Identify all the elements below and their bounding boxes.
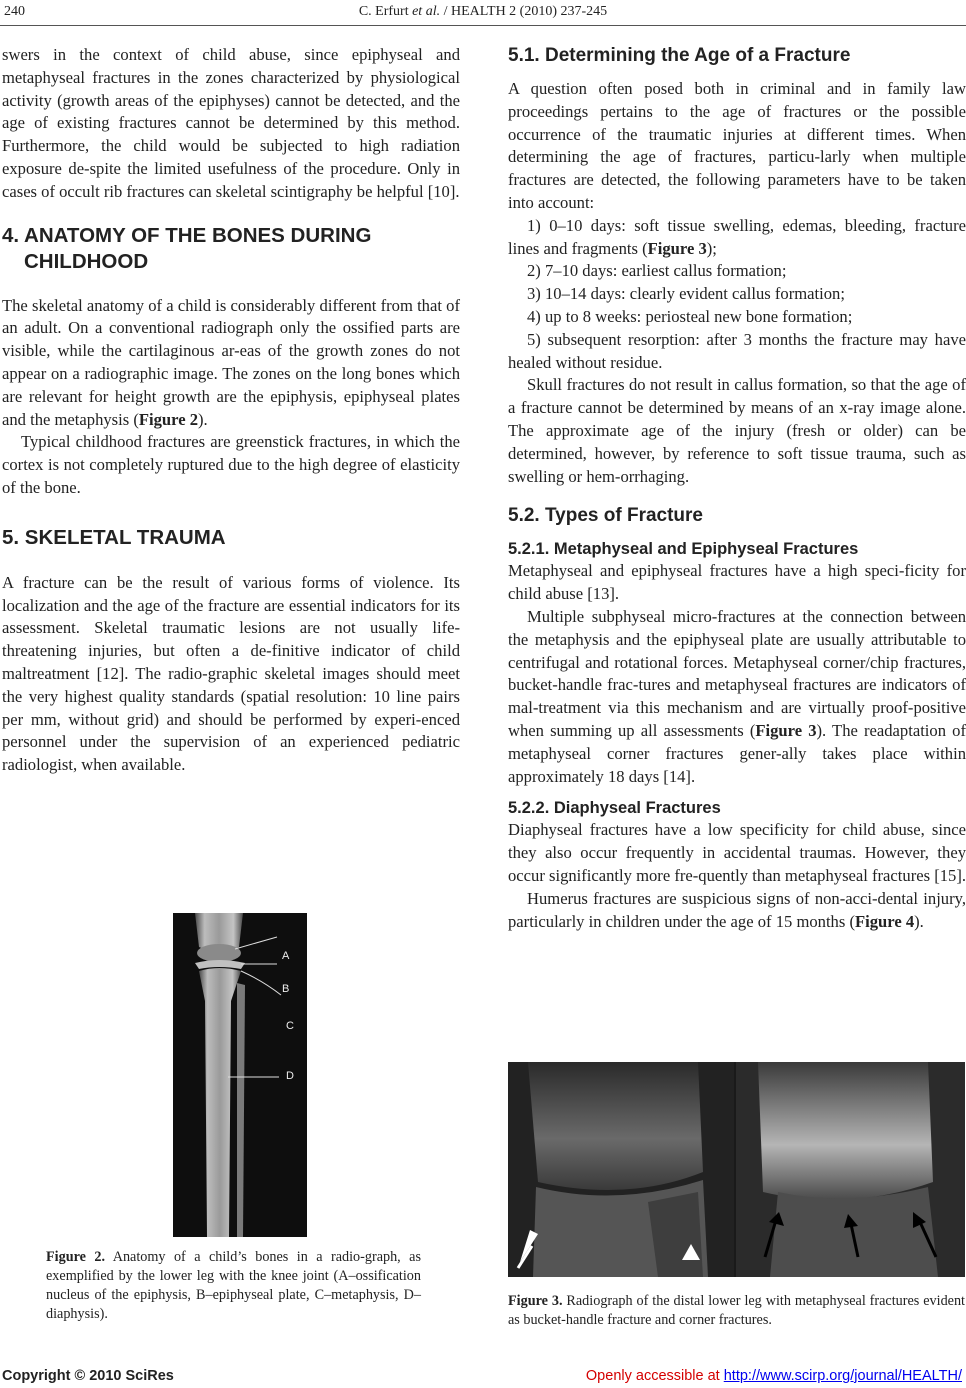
running-header bbox=[0, 4, 966, 24]
paragraph: A question often posed both in criminal and in family law proceedings pertains to the age of fractures or the possible occurrence of the traumatic injuries at different times. When determining the age of fractures, particu-larly when multiple fractures are detected, the following parameters have to be taken into account: bbox=[508, 79, 966, 212]
figure-reference[interactable]: Figure 3 bbox=[647, 238, 707, 258]
figure-2-caption: Figure 2. Anatomy of a child’s bones in a radio-graph, as exemplified by the lower leg with the knee joint (A–ossification nucleus of the epiphysis, B–epiphyseal plate, C–metaphysis, D–diaphysis). bbox=[46, 1249, 421, 1322]
list-item: 3) 10–14 days: clearly evident callus formation; bbox=[527, 284, 845, 304]
paragraph: Skull fractures do not result in callus formation, so that the age of a fracture cannot be determined by means of an x-ray image alone. The approximate age of the injury (fresh or older) can be determined, however, by reference to soft tissue trauma, such as swelling or hem-orrhaging. bbox=[508, 375, 966, 486]
figure-label-d: D bbox=[286, 1070, 294, 1082]
right-column bbox=[508, 44, 966, 933]
figure-2-radiograph bbox=[173, 913, 307, 1237]
left-column bbox=[2, 44, 460, 777]
paragraph: Metaphyseal and epiphyseal fractures have a high speci-ficity for child abuse [13]. bbox=[508, 561, 966, 604]
figure-label-a: A bbox=[282, 950, 290, 962]
paragraph: Diaphyseal fractures have a low specificity for child abuse, since they also occur frequently in accidental traumas. However, they occur significantly more fre-quently than metaphyseal fractures [15]. bbox=[508, 820, 966, 885]
list-item: 2) 7–10 days: earliest callus formation; bbox=[527, 261, 787, 281]
subsection-heading-5-2: 5.2. Types of Fracture bbox=[508, 505, 703, 527]
paragraph: The skeletal anatomy of a child is considerably different from that of an adult. On a conventional radiograph only the ossified parts are visible, while the cartilaginous ar-eas of the growth zones do not appear on a radiographic image. The zones on the long bones which are relevant for height growth are the epiphysis, epiphyseal plates and the metaphysis (Figure 2). bbox=[2, 295, 460, 429]
figure-reference[interactable]: Figure 3 bbox=[755, 720, 817, 740]
list-item: 4) up to 8 weeks: periosteal new bone formation; bbox=[527, 306, 853, 326]
figure-3-radiograph bbox=[508, 1062, 965, 1277]
subsubsection-heading-5-2-1: 5.2.1. Metaphyseal and Epiphyseal Fractures bbox=[508, 540, 859, 559]
paragraph: Typical childhood fractures are greenstick fractures, in which the cortex is not completely ruptured due to the high degree of elasticity of the bone. bbox=[2, 432, 460, 497]
copyright-notice: Copyright © 2010 SciRes bbox=[2, 1368, 174, 1384]
footer bbox=[0, 1368, 966, 1388]
paragraph: Humerus fractures are suspicious signs of non-acci-dental injury, particularly in children under the age of 15 months (Figure 4). bbox=[508, 888, 966, 931]
open-access-notice: Openly accessible at http://www.scirp.org/journal/HEALTH/ bbox=[585, 1368, 962, 1384]
figure-reference[interactable]: Figure 2 bbox=[138, 409, 199, 429]
subsubsection-heading-5-2-2: 5.2.2. Diaphyseal Fractures bbox=[508, 799, 721, 818]
list-item: 1) 0–10 days: soft tissue swelling, edemas, bleeding, fracture lines and fragments (Figure 3); bbox=[508, 215, 966, 258]
section-heading-5: 5. SKELETAL TRAUMA bbox=[2, 525, 226, 549]
paragraph: Multiple subphyseal micro-fractures at the connection between the metaphysis and the epiphyseal plate are usually attributable to centrifugal and rotational forces. Metaphyseal corner/chip fractures, bucket-handle frac-tures and metaphyseal fractures are indicators of mal-treatment via this mechanism and are virtually proof-positive when summing up all assessments (Figure 3). The readaptation of metaphyseal corner fractures gener-ally takes place within approximately 18 days [14]. bbox=[508, 606, 966, 786]
figure-label-c: C bbox=[286, 1020, 294, 1032]
journal-link[interactable]: http://www.scirp.org/journal/HEALTH/ bbox=[723, 1368, 962, 1384]
figure-reference[interactable]: Figure 4 bbox=[854, 911, 915, 931]
section-heading-4: 4. ANATOMY OF THE BONES DURING CHILDHOOD bbox=[2, 223, 372, 273]
figure-3-caption: Figure 3. Radiograph of the distal lower leg with metaphyseal fractures evident as bucket-handle fracture and corner fractures. bbox=[508, 1293, 965, 1328]
page-number: 240 bbox=[4, 4, 25, 19]
list-item: 5) subsequent resorption: after 3 months the fracture may have healed without residue. bbox=[508, 329, 966, 372]
header-rule bbox=[0, 25, 966, 26]
paragraph: swers in the context of child abuse, since epiphyseal and metaphyseal fractures in the zones characterized by physiological activity (growth areas of the epiphyses) cannot be detected, and the age of existing fractures cannot be determined by this method. Furthermore, the child would be subjected to high radiation exposure de-spite the limited usefulness of the procedure. Only in cases of occult rib fractures can skeletal scintigraphy be helpful [10]. bbox=[2, 45, 460, 201]
paragraph: A fracture can be the result of various forms of violence. Its localization and the age of the fracture are essential indicators for its assessment. Skeletal traumatic lesions are not usually life-threatening injuries, but often a de-finitive indicator of child maltreatment [12]. The radio-graphic skeletal images should meet the very highest quality standards (spatial resolution: 10 line pairs per mm, without grid) and should be performed by experi-enced personnel under the supervision of an experienced pediatric radiologist, when available. bbox=[2, 572, 460, 775]
subsection-heading-5-1: 5.1. Determining the Age of a Fracture bbox=[508, 45, 851, 66]
running-title: C. Erfurt et al. / HEALTH 2 (2010) 237-245 bbox=[358, 4, 608, 19]
figure-label-b: B bbox=[282, 983, 290, 995]
